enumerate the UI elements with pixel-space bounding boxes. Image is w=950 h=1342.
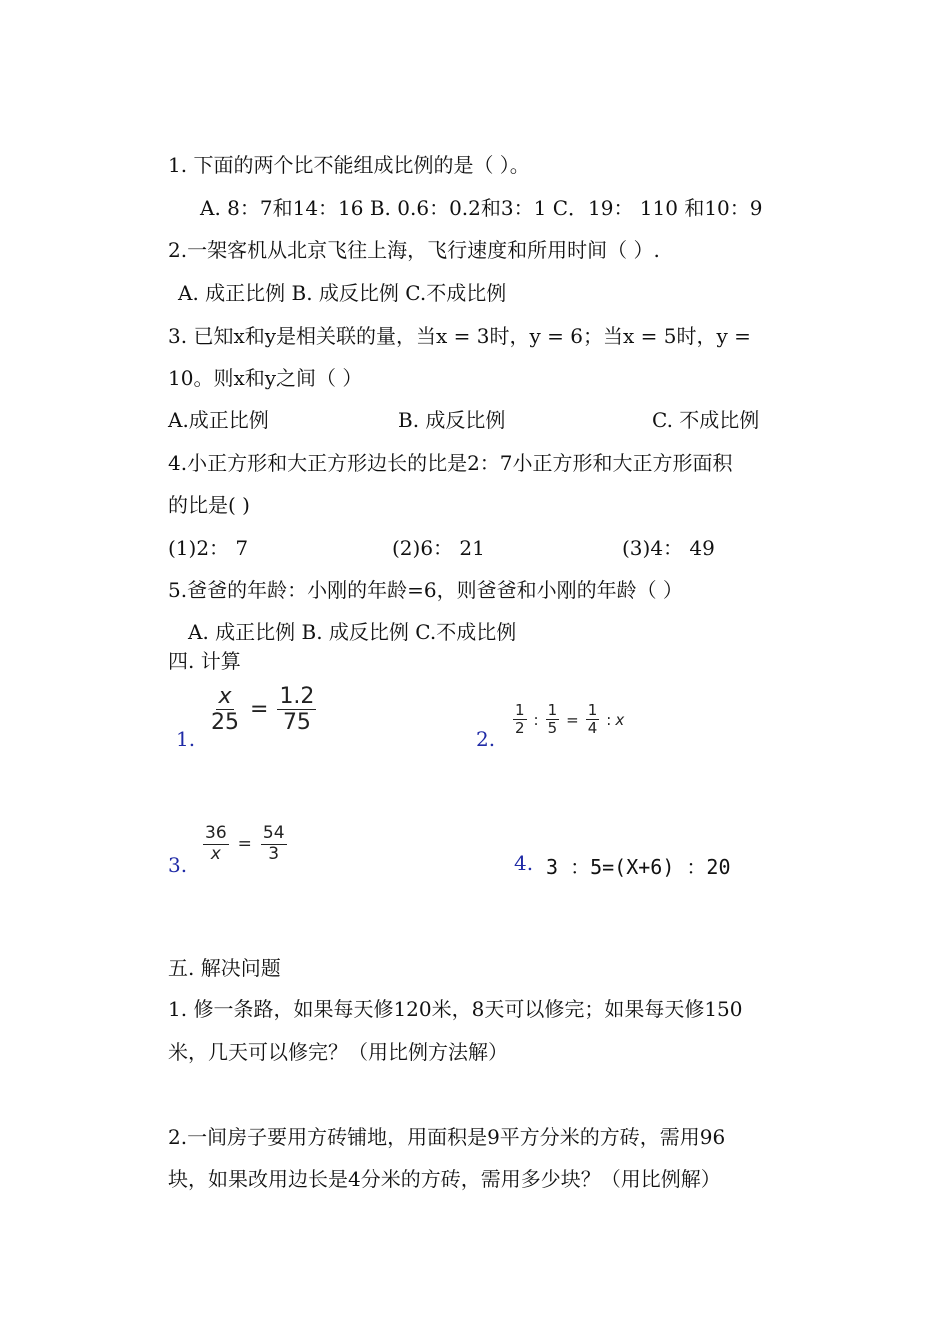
calc2-fraction-a-den: 2 (515, 719, 525, 738)
calc3-numerator: 36 (205, 823, 227, 843)
q4-stem-line1: 4.小正方形和大正方形边长的比是2：7小正方形和大正方形面积 (168, 451, 733, 475)
calc2-fraction-b-num: 1 (547, 701, 558, 719)
calc3-denominator-x: x (210, 843, 221, 864)
calc1-equation (206, 684, 319, 736)
calc3-equation (200, 824, 290, 864)
calc4-number: 4. (514, 851, 534, 875)
calc2-fraction-c (586, 702, 600, 738)
calc2-x: x (615, 710, 625, 729)
calc2-fraction-b-den: 5 (547, 719, 558, 738)
calc2-fraction-a (513, 702, 527, 738)
calc2-fraction-b (546, 702, 560, 738)
calc2-equals: = (566, 710, 579, 729)
calc1-equals: = (250, 697, 269, 723)
q2-options: A. 成正比例 B. 成反比例 C.不成比例 (178, 281, 507, 305)
calc3-denominator-right: 3 (268, 843, 280, 864)
calc3-right-fraction (261, 824, 287, 864)
q4-option-1: (1)2： 7 (168, 536, 249, 560)
calc1-number: 1. (176, 727, 196, 751)
q5-options: A. 成正比例 B. 成反比例 C.不成比例 (188, 620, 517, 644)
calc1-numerator: 1.2 (279, 684, 315, 709)
s5-problem1-line1: 1. 修一条路，如果每天修120米，8天可以修完；如果每天修150 (168, 997, 743, 1021)
q2-stem: 2.一架客机从北京飞往上海，飞行速度和所用时间（ ）. (168, 238, 660, 262)
q1-options: A. 8：7和14：16 B. 0.6：0.2和3：1 C．19： 110 和10：9 (200, 196, 763, 220)
calc2-equation (510, 702, 624, 738)
section5-title: 五. 解决问题 (168, 956, 281, 980)
calc1-left-fraction (209, 684, 241, 736)
s5-problem1-line2: 米，几天可以修完？（用比例方法解） (168, 1040, 508, 1064)
s5-problem2-line2: 块，如果改用边长是4分米的方砖，需用多少块？（用比例解） (168, 1167, 721, 1191)
q3-option-c: C. 不成比例 (652, 408, 760, 432)
q3-stem-line2: 10。则x和y之间（ ） (168, 366, 363, 390)
calc2-fraction-a-num: 1 (515, 701, 525, 719)
calc2-fraction-c-den: 4 (587, 719, 598, 738)
q3-stem-line1: 3. 已知x和y是相关联的量，当x = 3时，y = 6；当x = 5时，y = (168, 324, 751, 348)
q5-stem: 5.爸爸的年龄：小刚的年龄=6，则爸爸和小刚的年龄（ ） (168, 578, 683, 602)
calc1-numerator-x: x (218, 684, 232, 709)
q4-option-2: (2)6： 21 (392, 536, 485, 560)
calc2-colon-1: : (533, 710, 539, 729)
calc3-numerator-right: 54 (262, 823, 285, 843)
q1-stem: 1. 下面的两个比不能组成比例的是（ ）。 (168, 153, 530, 177)
calc1-right-fraction (277, 684, 316, 736)
q4-option-3: (3)4： 49 (622, 536, 715, 560)
calc2-fraction-c-num: 1 (587, 701, 598, 719)
calc1-denominator: 25 (211, 710, 239, 736)
q3-option-b: B. 成反比例 (398, 408, 506, 432)
s5-problem2-line1: 2.一间房子要用方砖铺地，用面积是9平方分米的方砖，需用96 (168, 1125, 726, 1149)
q4-stem-line2: 的比是( ) (168, 493, 250, 517)
calc3-number: 3. (168, 853, 188, 877)
calc2-colon-2: : (606, 710, 612, 729)
section4-title: 四. 计算 (168, 649, 241, 673)
calc3-left-fraction (203, 824, 229, 864)
calc4-expression: 3 ：5=(X+6) ：20 (546, 855, 731, 879)
calc3-equals: = (237, 834, 252, 855)
q3-option-a: A.成正比例 (168, 408, 269, 432)
calc2-number: 2. (476, 727, 496, 751)
calc1-denominator-right: 75 (282, 710, 311, 736)
